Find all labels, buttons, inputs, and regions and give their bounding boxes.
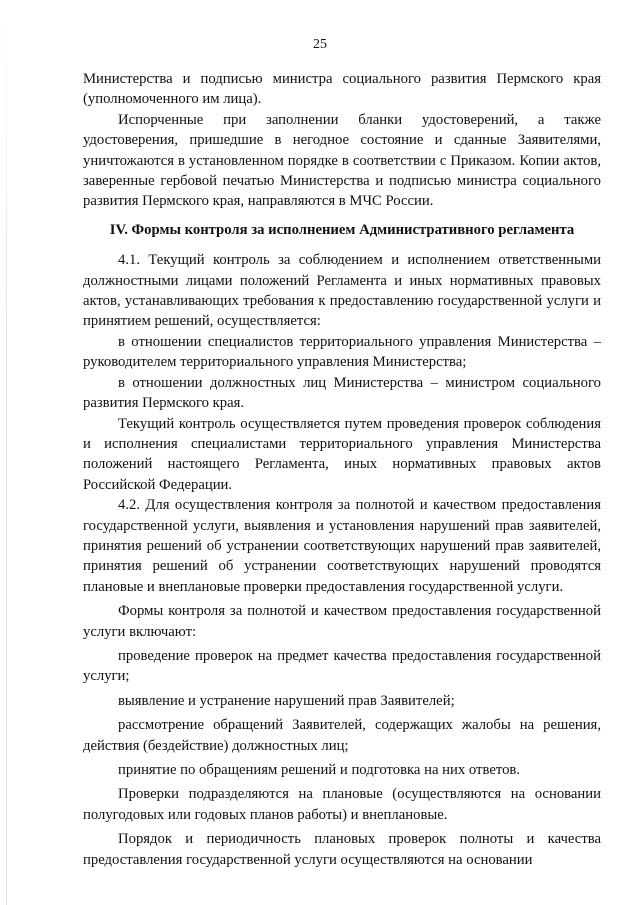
paragraph: проведение проверок на предмет качества предоставления государственной услуги; bbox=[83, 647, 601, 685]
paragraph: Проверки подразделяются на плановые (осуществляются на основании полугодовых или годовых планов работы) и внеплановые. bbox=[83, 786, 601, 823]
paragraph: 4.1. Текущий контроль за соблюдением и исполнением ответственными должностными лицами положений Регламента и иных нормативных правовых актов, устанавливающих требования к предоставлению государственной услуги и принятием решений, осуществляется: bbox=[83, 252, 601, 330]
scan-edge-shadow bbox=[6, 0, 7, 905]
paragraph: выявление и устранение нарушений прав Заявителей; bbox=[118, 692, 455, 709]
paragraph: Испорченные при заполнении бланки удостоверений, а также удостоверения, пришедшие в негодное состояние и сданные Заявителями, уничтожаются в установленном порядке в соответствии с Приказом. Копии актов, заверенные гербовой печатью Министерства и подписью министра социального развития Пермского края, направляются в МЧС России. bbox=[83, 111, 601, 210]
section-heading: IV. Формы контроля за исполнением Административного регламента bbox=[109, 221, 575, 238]
paragraph: в отношении специалистов территориального управления Министерства – руководителем территориального управления Министерства; bbox=[83, 333, 601, 371]
paragraph: Формы контроля за полнотой и качеством предоставления государственной услуги включают: bbox=[83, 603, 601, 640]
paragraph: Министерства и подписью министра социального развития Пермского края (уполномоченного им лица). bbox=[83, 71, 601, 108]
document-body bbox=[83, 69, 601, 870]
paragraph: 4.2. Для осуществления контроля за полнотой и качеством предоставления государственной услуги, выявления и установления нарушений прав заявителей, принятия решений об устранении соответствующих нарушений прав заявителей, принятия решений об устранении соответствующих нарушений проводятся плановые и внеплановые проверки предоставления государственной услуги. bbox=[83, 497, 601, 595]
paragraph: рассмотрение обращений Заявителей, содержащих жалобы на решения, действия (бездействие) должностных лиц; bbox=[83, 717, 601, 754]
paragraph: принятие по обращениям решений и подготовка на них ответов. bbox=[118, 762, 521, 778]
page-number: 25 bbox=[313, 37, 327, 52]
paragraph: в отношении должностных лиц Министерства – министром социального развития Пермского края. bbox=[83, 374, 601, 412]
paragraph: Порядок и периодичность плановых проверок полноты и качества предоставления государственной услуги осуществляются на основании bbox=[83, 831, 601, 868]
paragraph: Текущий контроль осуществляется путем проведения проверок соблюдения и исполнения специалистами территориального управления Министерства положений настоящего Регламента, иных нормативных правовых актов Российской Федерации. bbox=[83, 415, 601, 493]
